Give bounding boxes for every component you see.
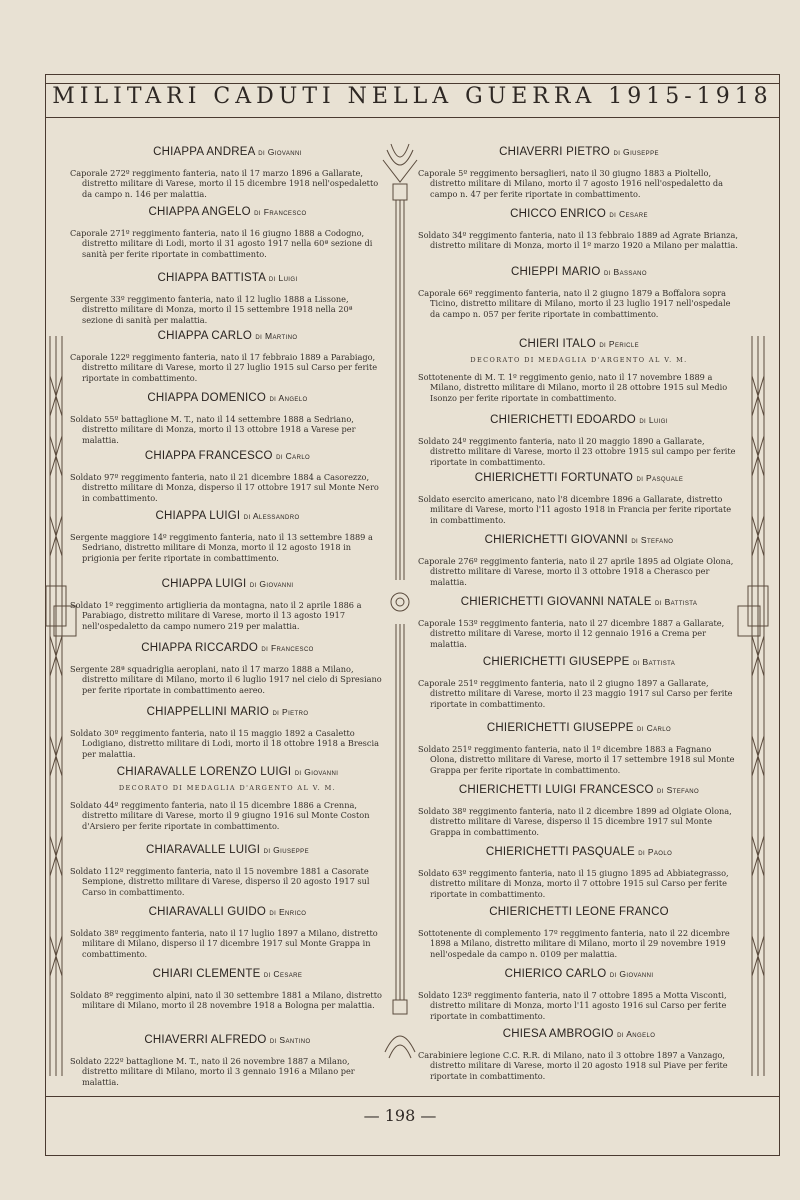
entry-name: CHIERICHETTI LEONE FRANCO — [489, 906, 669, 918]
entry-description: Soldato esercito americano, nato l'8 dicembre 1896 a Gallarate, distretto militare di Varese, morto l'11 agosto 1918 in Francia per ferite riportate in combattimento. — [418, 494, 732, 525]
entry-name: CHIAPPA BATTISTA di Luigi — [157, 272, 298, 284]
entry-name: CHIARAVALLI GUIDO di Enrico — [148, 906, 307, 918]
entry-name: CHIESA AMBROGIO di Angelo — [502, 1028, 656, 1040]
list-item — [70, 146, 385, 199]
entry-description: Caporale 5º reggimento bersaglieri, nato il 30 giugno 1883 a Pioltello, distretto militare di Milano, morto il 7 agosto 1916 nell'ospedaletto da campo n. 47 per ferite riportate in combattimento. — [418, 168, 723, 199]
entry-description: Soldato 24º reggimento fanteria, nato il 20 maggio 1890 a Gallarate, distretto militare di Varese, morto il 23 ottobre 1915 sul campo per ferite riportate in combattimento. — [418, 436, 736, 467]
entry-name: CHIERICHETTI EDOARDO di Luigi — [490, 414, 668, 426]
entry-description: Soldato 63º reggimento fanteria, nato il 15 giugno 1895 ad Abbiategrasso, distretto militare di Monza, morto il 7 ottobre 1915 sul Carso per ferite riportate in combattimento. — [418, 868, 729, 899]
entry-description: Soldato 38º reggimento fanteria, nato il 17 luglio 1897 a Milano, distretto militare di Milano, disperso il 17 dicembre 1917 sul Monte Grappa in combattimento. — [70, 928, 378, 959]
entry-name: CHIAPPA ANGELO di Francesco — [148, 206, 307, 218]
list-item — [418, 722, 740, 775]
list-item — [418, 1028, 740, 1081]
entry-name: CHIERICHETTI GIUSEPPE di Carlo — [486, 722, 672, 734]
entry-name: CHICCO ENRICO di Cesare — [510, 208, 648, 220]
entry-description: Caporale 272º reggimento fanteria, nato il 17 marzo 1896 a Gallarate, distretto militare di Varese, morto il 15 dicembre 1918 nell'ospedaletto da campo n. 146 per malattia. — [70, 168, 379, 199]
entry-name: CHIERICHETTI LUIGI FRANCESCO di Stefano — [458, 784, 700, 796]
entry-description: Carabiniere legione C.C. R.R. di Milano, nato il 3 ottobre 1897 a Vanzago, distretto militare di Varese, morto il 20 agosto 1918 sul Piave per ferite riportate in combattimento. — [418, 1050, 728, 1081]
list-item — [70, 450, 385, 503]
entry-description: Caporale 122º reggimento fanteria, nato il 17 febbraio 1889 a Parabiago, distretto militare di Varese, morto il 27 luglio 1915 sul Carso per ferite riportate in combattimento. — [70, 352, 378, 383]
entry-description: Soldato 38º reggimento fanteria, nato il 2 dicembre 1899 ad Olgiate Olona, distretto militare di Varese, disperso il 15 dicembre 1917 sul Monte Grappa in combattimento. — [418, 806, 732, 837]
entry-description: Soldato 44º reggimento fanteria, nato il 15 dicembre 1886 a Crenna, distretto militare di Varese, morto il 9 giugno 1916 sul Monte Coston d'Arsiero per ferite riportate in combattimento. — [70, 800, 370, 831]
list-item — [70, 206, 385, 259]
footer-rule — [45, 1096, 780, 1097]
entry-description: Soldato 30º reggimento fanteria, nato il 15 maggio 1892 a Casaletto Lodigiano, distretto militare di Lodi, morto il 18 ottobre 1918 a Brescia per malattia. — [70, 728, 379, 759]
entry-description: Sergente maggiore 14º reggimento fanteria, nato il 13 settembre 1889 a Sedriano, distretto militare di Monza, morto il 12 agosto 1918 in prigionia per ferite riportate in combattimento. — [70, 532, 373, 563]
list-item — [70, 766, 385, 831]
list-item — [418, 146, 740, 199]
entry-name: CHIERICHETTI PASQUALE di Paolo — [485, 846, 673, 858]
list-item — [70, 642, 385, 695]
list-item — [70, 330, 385, 383]
entry-description: Soldato 222º battaglione M. T., nato il 26 novembre 1887 a Milano, distretto militare di Milano, morto il 3 gennaio 1916 a Milano per malattia. — [70, 1056, 355, 1087]
entry-name: CHIAVERRI PIETRO di Giuseppe — [499, 146, 659, 158]
list-item — [418, 266, 740, 319]
entry-description: Caporale 251º reggimento fanteria, nato il 2 giugno 1897 a Gallarate, distretto militare di Varese, morto il 23 maggio 1917 sul Carso per ferite riportate in combattimento. — [418, 678, 733, 709]
entry-name: CHIEPPI MARIO di Bassano — [511, 266, 647, 278]
entry-description: Sergente 28ª squadriglia aeroplani, nato il 17 marzo 1888 a Milano, distretto militare di Milano, morto il 6 luglio 1917 nel cielo di Spresiano per ferite riportate in combattimento aereo. — [70, 664, 382, 695]
entry-name: CHIERICHETTI GIOVANNI NATALE di Battista — [460, 596, 698, 608]
entry-description: Soldato 55º battaglione M. T., nato il 14 settembre 1888 a Sedriano, distretto militare di Monza, morto il 13 ottobre 1918 a Varese per malattia. — [70, 414, 356, 445]
entry-name: CHIAPPELLINI MARIO di Pietro — [146, 706, 309, 718]
entry-description: Soldato 123º reggimento fanteria, nato il 7 ottobre 1895 a Motta Visconti, distretto militare di Monza, morto l'11 agosto 1916 sul Carso per ferite riportate in combattimento. — [418, 990, 727, 1021]
entry-name: CHIAPPA LUIGI di Giovanni — [161, 578, 294, 590]
list-item — [70, 706, 385, 759]
entry-name: CHIARI CLEMENTE di Cesare — [152, 968, 303, 980]
list-item — [418, 596, 740, 649]
list-item — [70, 578, 385, 631]
list-item — [70, 968, 385, 1011]
entry-description: Sottotenente di M. T. 1º reggimento genio, nato il 17 novembre 1889 a Milano, distretto militare di Milano, morto il 28 ottobre 1915 sul Medio Isonzo per ferite riportate in combattimento. — [418, 372, 728, 403]
entry-description: Soldato 34º reggimento fanteria, nato il 13 febbraio 1889 ad Agrate Brianza, distretto militare di Monza, morto il 1º marzo 1920 a Milano per malattia. — [418, 230, 738, 251]
entry-name: CHIAPPA ANDREA di Giovanni — [153, 146, 302, 158]
list-item — [418, 906, 740, 959]
page-number: — 198 — — [363, 1106, 437, 1125]
entry-name: CHIAPPA LUIGI di Alessandro — [155, 510, 300, 522]
list-item — [418, 968, 740, 1021]
entry-description: Caporale 276º reggimento fanteria, nato il 27 aprile 1895 ad Olgiate Olona, distretto militare di Varese, morto il 3 ottobre 1918 a Cherasco per malattia. — [418, 556, 734, 587]
medal-note: DECORATO DI MEDAGLIA D'ARGENTO AL V. M. — [470, 356, 688, 364]
list-item — [418, 338, 740, 403]
central-column-decoration-icon — [381, 140, 419, 1060]
entry-name: CHIERICHETTI FORTUNATO di Pasquale — [474, 472, 684, 484]
entry-name: CHIERICO CARLO di Giovanni — [504, 968, 654, 980]
list-item — [418, 534, 740, 587]
list-item — [418, 472, 740, 525]
entry-name: CHIERICHETTI GIUSEPPE di Battista — [482, 656, 676, 668]
entry-description: Caporale 66º reggimento fanteria, nato il 2 giugno 1879 a Boffalora sopra Ticino, distretto militare di Milano, morto il 23 luglio 1917 nell'ospedale da campo n. 057 per ferite riportate in combattimento. — [418, 288, 731, 319]
entry-name: CHIAPPA RICCARDO di Francesco — [141, 642, 314, 654]
entry-name: CHIERICHETTI GIOVANNI di Stefano — [484, 534, 674, 546]
list-item — [418, 208, 740, 251]
entry-name: CHIAPPA CARLO di Martino — [157, 330, 298, 342]
list-item — [70, 906, 385, 959]
list-item — [418, 846, 740, 899]
entry-name: CHIAPPA FRANCESCO di Carlo — [144, 450, 311, 462]
entry-name: CHIAPPA DOMENICO di Angelo — [147, 392, 308, 404]
entry-name: CHIARAVALLE LUIGI di Giuseppe — [146, 844, 309, 856]
list-item — [418, 656, 740, 709]
entry-name: CHIERI ITALO di Pericle — [518, 338, 640, 350]
list-item — [418, 784, 740, 837]
entry-description: Sottotenente di complemento 17º reggimento fanteria, nato il 22 dicembre 1898 a Milano, distretto militare di Milano, morto il 29 novembre 1919 nell'ospedale da campo n. 0109 per malattia. — [418, 928, 730, 959]
list-item — [70, 510, 385, 563]
entry-description: Soldato 97º reggimento fanteria, nato il 21 dicembre 1884 a Casorezzo, distretto militare di Monza, disperso il 17 ottobre 1917 sul Monte Nero in combattimento. — [70, 472, 379, 503]
medal-note: DECORATO DI MEDAGLIA D'ARGENTO AL V. M. — [118, 784, 337, 792]
entry-description: Soldato 1º reggimento artiglieria da montagna, nato il 2 aprile 1886 a Parabiago, distretto militare di Varese, morto il 13 agosto 1917 nell'ospedaletto da campo numero 219 per malattia. — [70, 600, 362, 631]
entry-description: Soldato 112º reggimento fanteria, nato il 15 novembre 1881 a Casorate Sempione, distretto militare di Varese, disperso il 20 agosto 1917 sul Carso in combattimento. — [70, 866, 370, 897]
list-item — [70, 844, 385, 897]
entry-description: Sergente 33º reggimento fanteria, nato il 12 luglio 1888 a Lissone, distretto militare di Monza, morto il 15 settembre 1918 nella 20ª sezione di sanità per malattia. — [70, 294, 353, 325]
page-title: MILITARI CADUTI NELLA GUERRA 1915-1918 — [45, 83, 780, 118]
list-item — [70, 392, 385, 445]
entry-description: Caporale 153º reggimento fanteria, nato il 27 dicembre 1887 a Gallarate, distretto militare di Varese, morto il 12 gennaio 1916 a Crema per malattia. — [418, 618, 725, 649]
entry-name: CHIARAVALLE LORENZO LUIGI di Giovanni — [116, 766, 339, 778]
entry-description: Soldato 251º reggimento fanteria, nato il 1º dicembre 1883 a Fagnano Olona, distretto militare di Varese, morto il 17 settembre 1918 sul Monte Grappa per ferite riportate in combattimento. — [418, 744, 735, 775]
list-item — [70, 272, 385, 325]
list-item — [70, 1034, 385, 1087]
fasces-right-decoration-icon — [736, 336, 776, 1076]
entry-description: Soldato 8º reggimento alpini, nato il 30 settembre 1881 a Milano, distretto militare di Milano, morto il 28 novembre 1918 a Bologna per malattia. — [70, 990, 382, 1011]
entry-description: Caporale 271º reggimento fanteria, nato il 16 giugno 1888 a Codogno, distretto militare di Lodi, morto il 31 agosto 1917 nella 60ª sezione di sanità per ferite riportate in combattimento. — [70, 228, 373, 259]
list-item — [418, 414, 740, 467]
entry-name: CHIAVERRI ALFREDO di Santino — [144, 1034, 311, 1046]
